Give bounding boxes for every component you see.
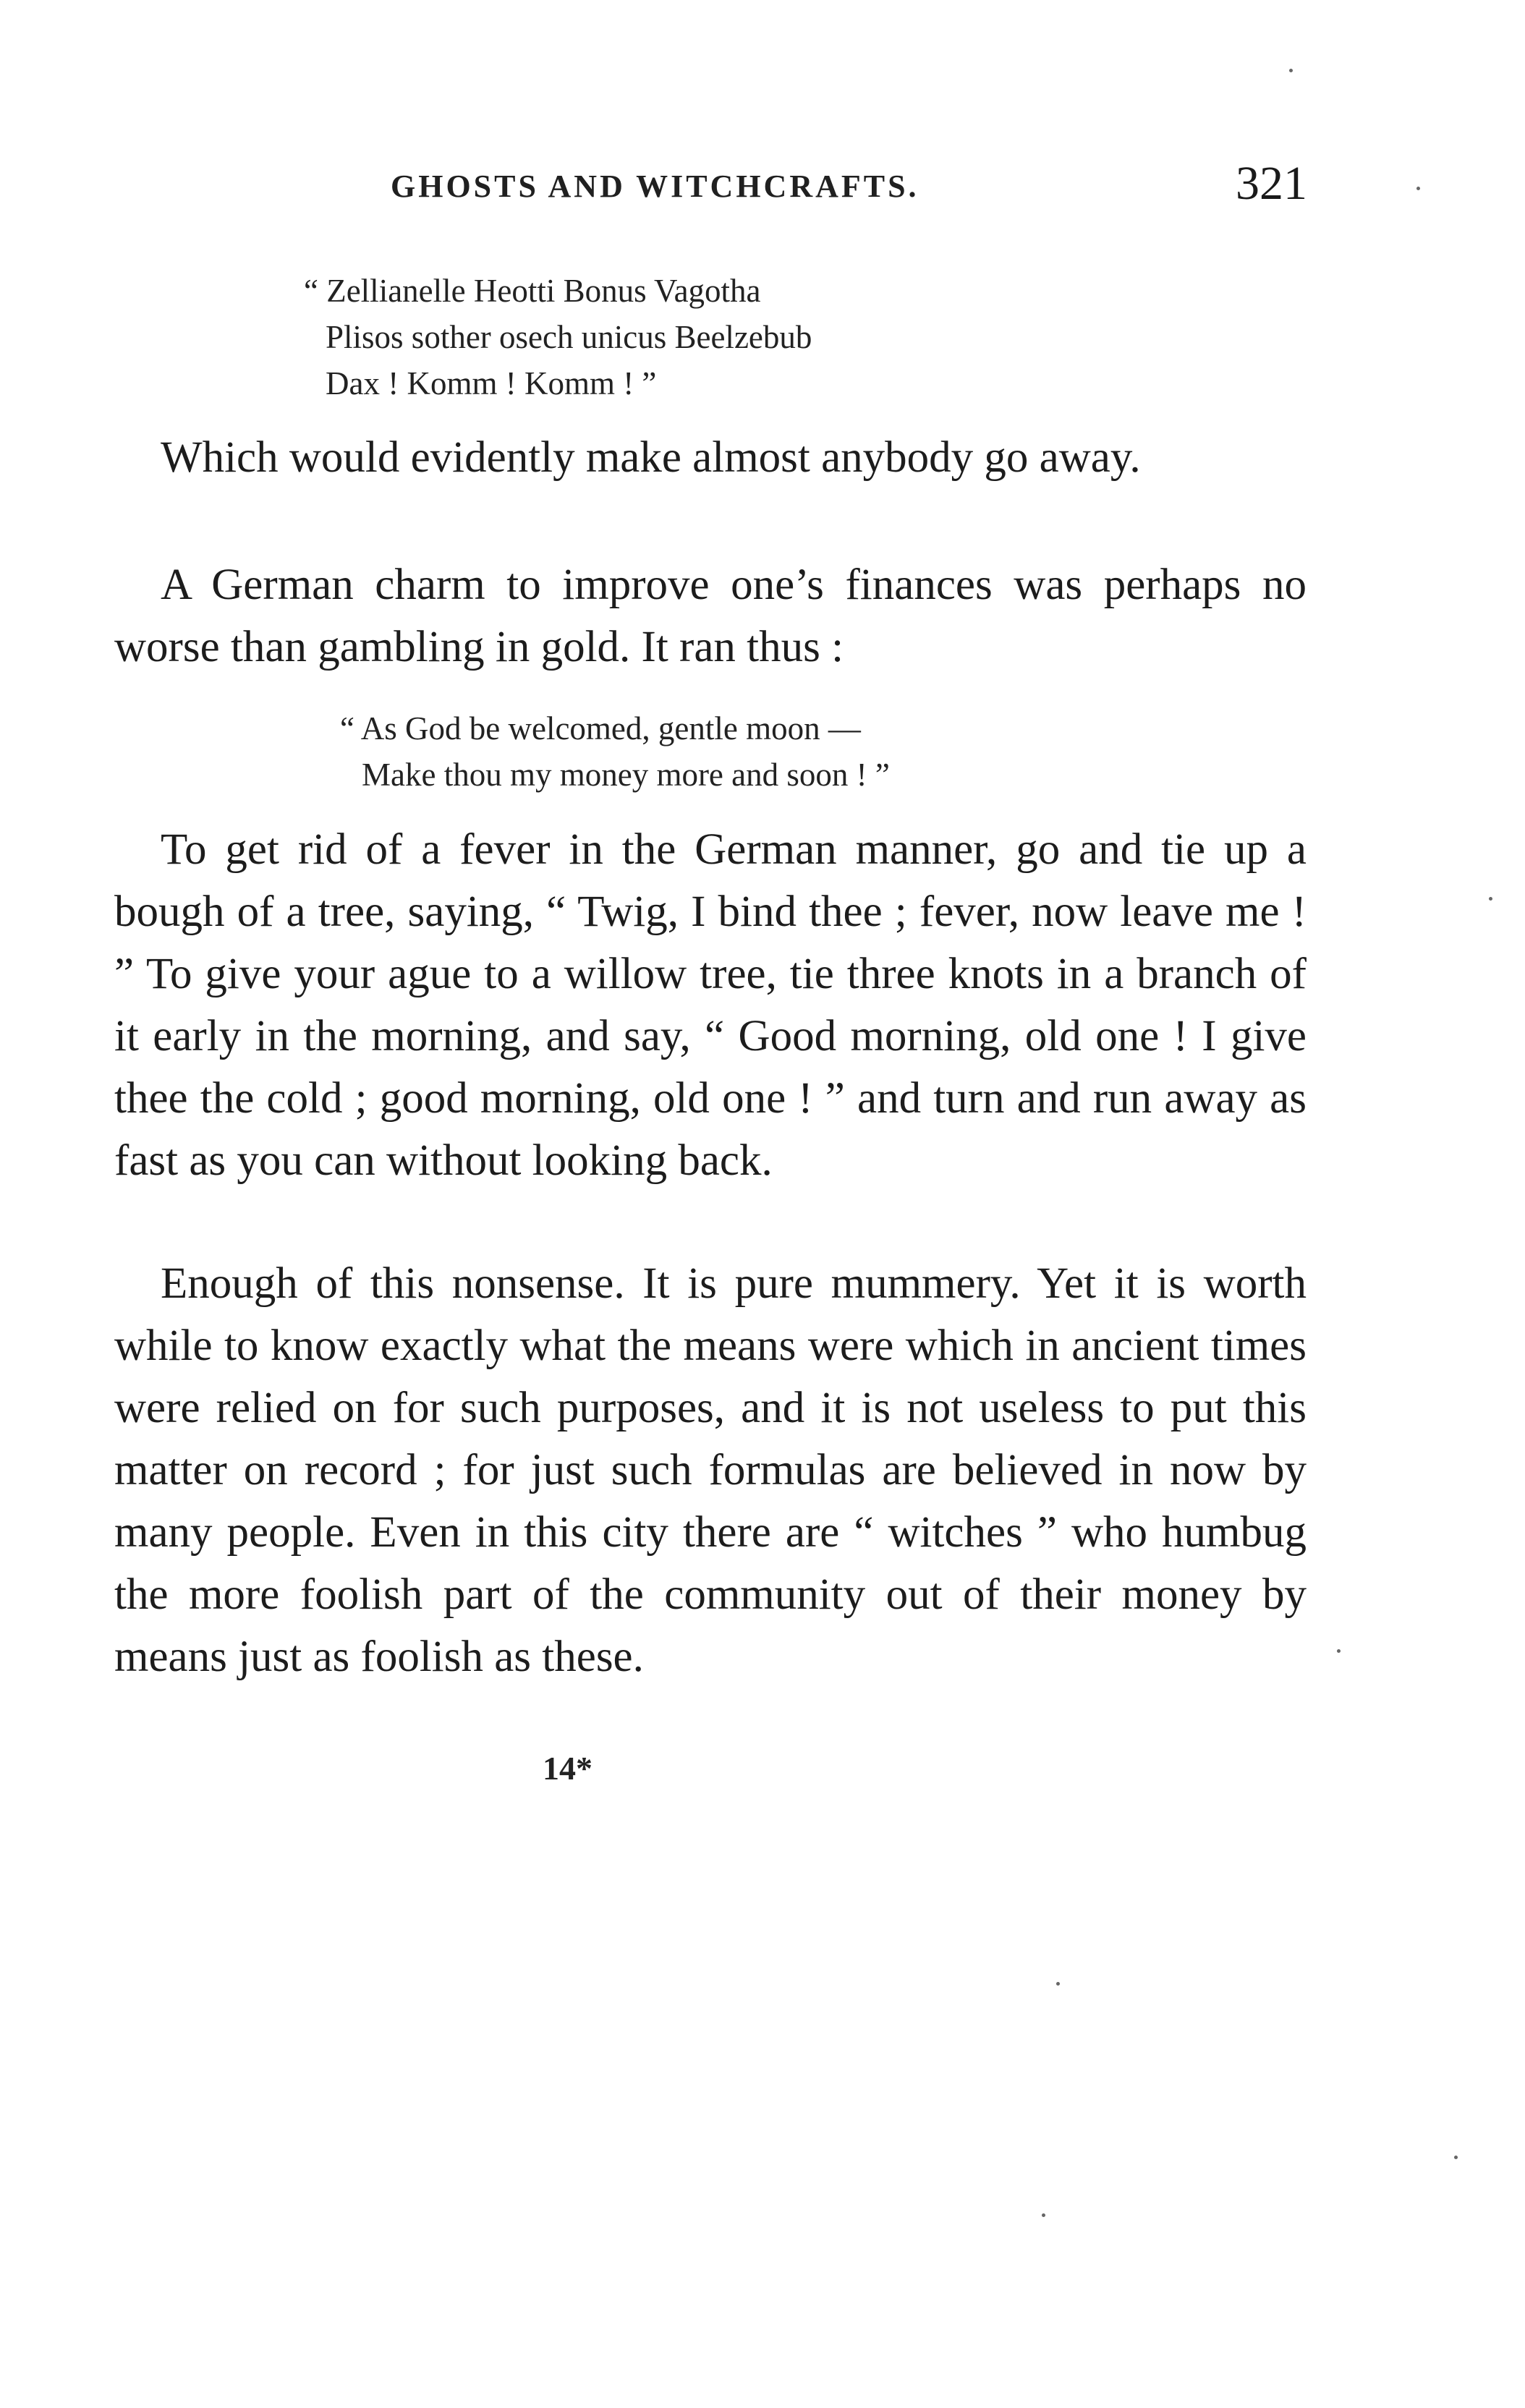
running-head: GHOSTS AND WITCHCRAFTS. [391,169,919,204]
paragraph: A German charm to improve one’s finances was perhaps no worse than gambling in gold. It ran thus : [114,561,1307,671]
scan-speck [1489,897,1492,901]
verse-line: Plisos sother osech unicus Beelzebub [326,319,812,355]
scan-speck [1042,2213,1045,2217]
paragraph: To get rid of a fever in the German manner, go and tie up a bough of a tree, saying, “ Twig, I bind thee ; fever, now leave me ! ” To give your ague to a willow tree, tie three knots in a branch of it early in the morning, and say, “ Good morning, old one ! I give thee the cold ; good morning, old one ! ” and turn and run away as fast as you can without looking back. [114,825,1307,1185]
scan-speck [1289,69,1293,72]
verse-line: Dax ! Komm ! Komm ! ” [326,365,657,401]
scan-speck [1416,187,1420,190]
verse-line: “ Zellianelle Heotti Bonus Vagotha [304,273,761,309]
paragraph: Enough of this nonsense. It is pure mummery. Yet it is worth while to know exactly what the means were which in ancient times were relied on for such purposes, and it is not useless to put this matter on record ; for just such formulas are believed in now by many people. Even in this city there are “ witches ” who humbug the more foolish part of the community out of their money by means just as foolish as these. [114,1259,1307,1681]
scan-speck [1337,1649,1341,1653]
verse-charm-1 [304,268,812,407]
scan-speck [1454,2156,1458,2159]
verse-line: “ As God be welcomed, gentle moon — [340,710,861,746]
scan-speck [1056,1982,1060,1986]
paragraph: Which would evidently make almost anybody go away. [161,433,1141,482]
verse-line: Make thou my money more and soon ! ” [362,757,890,793]
verse-charm-2 [340,705,890,798]
signature-mark: 14* [543,1750,592,1787]
page-number: 321 [1236,157,1307,210]
